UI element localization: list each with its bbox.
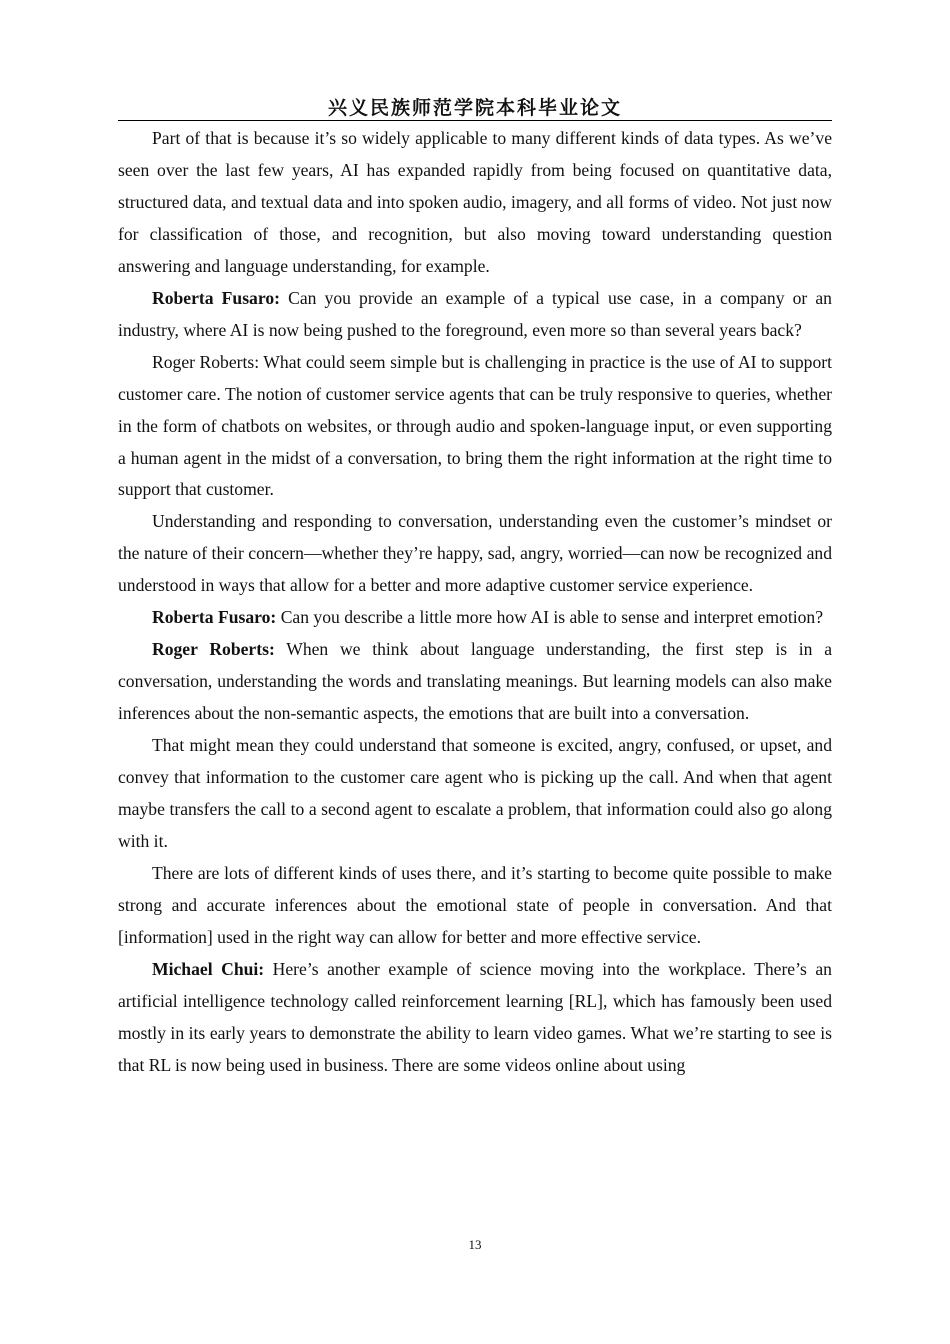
paragraph [118,506,832,602]
header-divider [118,120,832,121]
speaker-name: Roger Roberts: [152,639,275,660]
paragraph [118,123,832,283]
paragraph [118,730,832,858]
paragraph-text: Part of that is because it’s so widely applicable to many different kinds of data types. As we’ve seen over the last few years, AI has expanded rapidly from being focused on quantitative data, structured data, and textual data and into spoken audio, imagery, and all forms of video. Not just now for classification of those, and recognition, but also moving toward understanding question answering and language understanding, for example. [118,128,832,276]
speaker-name: Roberta Fusaro: [152,607,277,628]
page-header-title: 兴义民族师范学院本科毕业论文 [327,97,622,119]
paragraph [118,347,832,507]
paragraph-text: Can you describe a little more how AI is able to sense and interpret emotion? [276,607,824,628]
document-body [118,123,832,1082]
speaker-name: Roberta Fusaro: [152,287,280,308]
paragraph [118,858,832,954]
paragraph-text: When we think about language understanding, the first step is in a conversation, understanding the words and translating meanings. But learning models can also make inferences about the non-semantic aspects, the emotions that are built into a conversation. [118,639,833,724]
paragraph [118,602,832,634]
paragraph-text: Roger Roberts: What could seem simple but is challenging in practice is the use of AI to support customer care. The notion of customer service agents that can be truly responsive to queries, whether in the form of chatbots on websites, or through audio and spoken-language input, or even supporting a human agent in the midst of a conversation, to bring them the right information at the right time to support that customer. [118,351,832,500]
paragraph-text: Can you provide an example of a typical use case, in a company or an industry, where AI is now being pushed to the foreground, even more so than several years back? [118,287,832,340]
page-number: 13 [468,1237,482,1252]
paragraph [118,634,832,730]
paragraph-text: Here’s another example of science moving into the workplace. There’s an artificial intelligence technology called reinforcement learning [RL], which has famously been used mostly in its early years to demonstrate the ability to learn video games. What we’re starting to see is that RL is now being used in business. There are some videos online about using [118,958,832,1075]
paragraph [118,954,832,1082]
paragraph-text: There are lots of different kinds of uses there, and it’s starting to become quite possible to make strong and accurate inferences about the emotional state of people in conversation. And that [information] used in the right way can allow for better and more effective service. [118,862,832,947]
speaker-name: Michael Chui: [152,958,265,979]
paragraph-text: That might mean they could understand that someone is excited, angry, confused, or upset, and convey that information to the customer care agent who is picking up the call. And when that agent maybe transfers the call to a second agent to escalate a problem, that information could also go along with it. [118,735,832,851]
paragraph-text: Understanding and responding to conversation, understanding even the customer’s mindset or the nature of their concern—whether they’re happy, sad, angry, worried—can now be recognized and understood in ways that allow for a better and more adaptive customer service experience. [118,511,832,596]
paragraph [118,283,832,347]
